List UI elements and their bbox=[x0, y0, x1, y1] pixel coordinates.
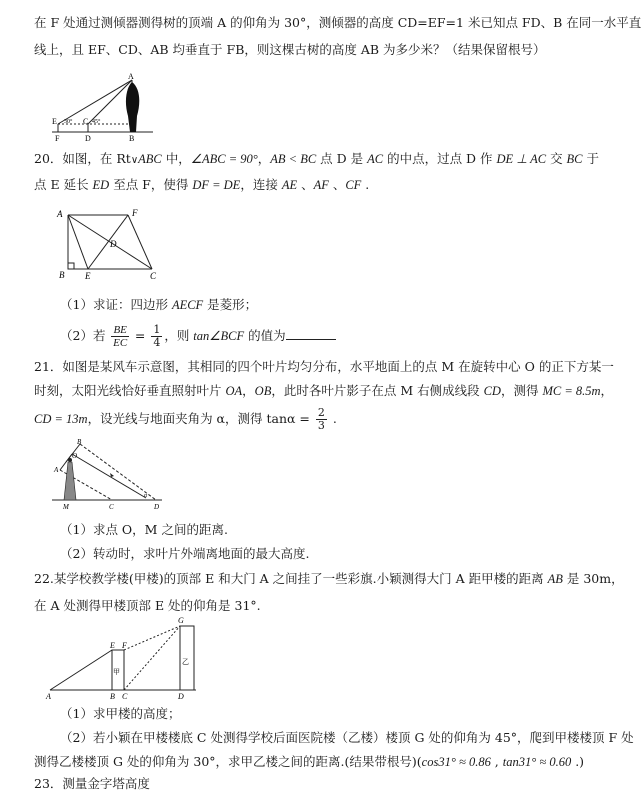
q22-text-line3: 测得乙楼楼顶 G 处的仰角为 30°，求甲乙楼之间的距离.(结果带根号)(cos31° ≈ 0.86 , tan31° ≈ 0.60 .) bbox=[34, 754, 585, 769]
q22-text-line2: 在 A 处测得甲楼顶部 E 处的仰角是 31°. bbox=[34, 598, 261, 613]
q19-label-c: C bbox=[83, 117, 89, 126]
q22-label-c: C bbox=[122, 692, 128, 701]
q22-subq2: （2）若小颖在甲楼楼底 C 处测得学校后面医院楼（乙楼）楼顶 G 处的仰角为 45°，爬到甲楼楼顶 F 处 bbox=[60, 730, 634, 745]
q20-label-e: E bbox=[85, 271, 91, 281]
q21-label-d: D bbox=[154, 503, 160, 511]
q21-figure bbox=[50, 436, 170, 512]
q22-label-e: E bbox=[110, 641, 115, 650]
q20-label-d: D bbox=[110, 239, 117, 249]
q19-label-angle-c: 45° bbox=[92, 119, 101, 125]
q20-label-b: B bbox=[59, 270, 65, 280]
q21-text-line1: 21．如图是某风车示意图，其相同的四个叶片均匀分布，水平地面上的点 M 在旋转中心 O 的正下方某一 bbox=[34, 359, 614, 374]
q21-label-m: M bbox=[63, 503, 69, 511]
q23-title: 23．测量金字塔高度 bbox=[34, 776, 150, 791]
q21-label-c: C bbox=[109, 503, 114, 511]
q22-label-f: F bbox=[122, 641, 127, 650]
q19-label-d: D bbox=[85, 134, 91, 143]
q21-subq1: （1）求点 O，M 之间的距离. bbox=[60, 522, 228, 537]
q22-label-yi: 乙 bbox=[182, 658, 189, 666]
q22-figure bbox=[44, 612, 204, 702]
q21-label-b: B bbox=[77, 438, 82, 446]
q19-figure bbox=[48, 72, 168, 144]
q22-subq1: （1）求甲楼的高度； bbox=[60, 706, 181, 721]
q21-text-line2: 时刻，太阳光线恰好垂直照射叶片 OA，OB，此时各叶片影子在点 M 右侧成线段 CD，测得 MC = 8.5m， bbox=[34, 383, 614, 398]
q21-label-o: O bbox=[72, 452, 78, 460]
q20-text-line2: 点 E 延长 ED 至点 F，使得 DF = DE，连接 AE 、AF 、CF . bbox=[34, 177, 370, 192]
q20-subq1: （1）求证：四边形 AECF 是菱形； bbox=[60, 297, 258, 312]
q20-figure bbox=[50, 205, 165, 283]
q22-label-d: D bbox=[178, 692, 184, 701]
q20-label-f: F bbox=[132, 208, 138, 218]
q22-label-g: G bbox=[178, 616, 184, 625]
q20-label-a: A bbox=[57, 209, 63, 219]
q21-subq2: （2）转动时，求叶片外端离地面的最大高度. bbox=[60, 546, 310, 561]
q22-label-b: B bbox=[110, 692, 115, 701]
q21-label-alpha: α bbox=[144, 493, 148, 499]
q19-label-e: E bbox=[52, 117, 57, 126]
q20-subq2: （2）若 $\frac{BE}{EC}$ = $\frac{1}{4}$ ，则 tan∠BCF 的值为 bbox=[60, 324, 336, 349]
q22-label-jia: 甲 bbox=[113, 668, 120, 676]
q22-text-line1: 22.某学校教学楼(甲楼)的顶部 E 和大门 A 之间挂了一些彩旗.小颖测得大门 A 距甲楼的距离 AB 是 30m， bbox=[34, 571, 624, 586]
q20-label-c: C bbox=[150, 271, 157, 281]
q19-label-b: B bbox=[129, 134, 135, 143]
q21-text-line3: CD = 13m，设光线与地面夹角为 α，测得 tanα = $\frac{2}{3}$ . bbox=[34, 406, 337, 432]
q20-text-line1: 20．如图，在 Rt∨ABC 中，∠ABC = 90°，AB < BC 点 D 是 AC 的中点，过点 D 作 DE ⊥ AC 交 BC 于 bbox=[34, 151, 600, 166]
q19-label-f: F bbox=[55, 134, 60, 143]
q19-text-line2: 线上，且 EF、CD、AB 均垂直于 FB，则这棵古树的高度 AB 为多少米？（结果保留根号） bbox=[34, 42, 546, 57]
q19-label-a: A bbox=[128, 72, 134, 81]
q22-label-a: A bbox=[46, 692, 51, 701]
q19-label-angle-e: 30° bbox=[64, 119, 73, 125]
q19-text-line1: 在 F 处通过测倾器测得树的顶端 A 的仰角为 30°，测倾器的高度 CD=EF=1 米已知点 FD、B 在同一水平直 bbox=[34, 15, 641, 30]
q21-label-a: A bbox=[54, 466, 59, 474]
q20-answer-blank bbox=[286, 327, 336, 340]
